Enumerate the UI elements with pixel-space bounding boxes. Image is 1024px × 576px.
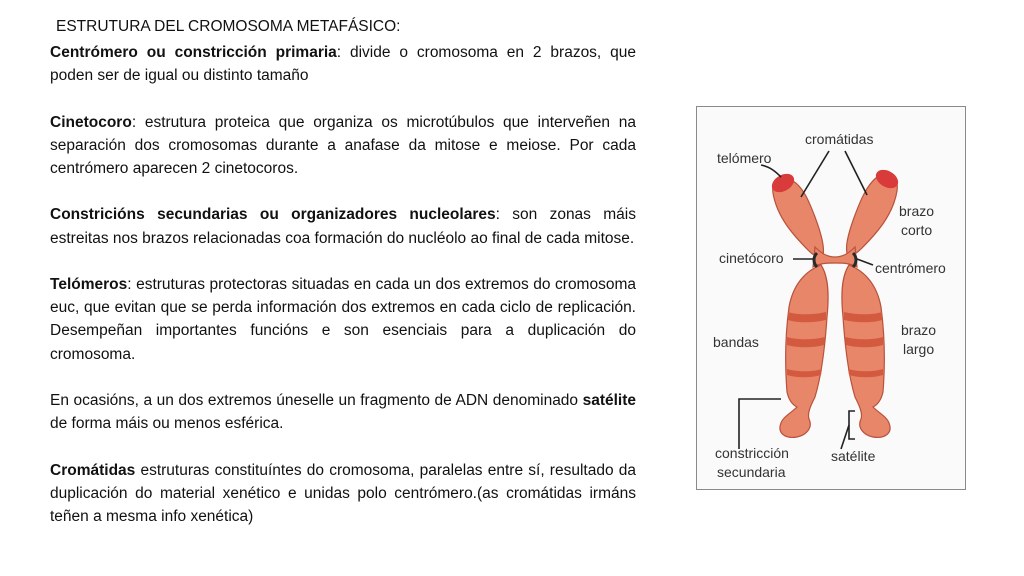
text-centromero: : divide o cromosoma en 2 brazos, que poden ser de igual ou distinto tamaño	[50, 44, 636, 85]
label-constriccion-2: secundaria	[717, 464, 786, 480]
label-centromero: centrómero	[875, 260, 946, 276]
label-cromatidas: cromátidas	[805, 131, 874, 147]
pointer-telomero	[761, 165, 781, 177]
slide-title: ESTRUTURA DEL CROMOSOMA METAFÁSICO:	[56, 18, 401, 35]
paragraph-constricions	[50, 203, 636, 249]
chromosome-diagram	[697, 107, 966, 490]
label-constriccion-1: constricción	[715, 445, 789, 461]
label-brazo-corto-1: brazo	[899, 203, 935, 219]
paragraph-centromero	[50, 41, 636, 87]
term-telomeros: Telómeros	[50, 275, 128, 293]
term-centromero: Centrómero ou constricción primaria	[50, 44, 337, 61]
text-block	[50, 41, 636, 528]
pointer-cromatidas-right	[845, 151, 867, 195]
label-cinetocoro: cinetócoro	[719, 250, 784, 266]
pre-satelite: En ocasións, a un dos extremos úneselle un fragmento de ADN denominado	[50, 391, 583, 409]
lower-left-arm	[780, 265, 828, 437]
pointer-centromero	[857, 259, 873, 265]
term-satelite: satélite	[582, 391, 636, 409]
term-cinetocoro: Cinetocoro	[50, 113, 132, 131]
satellite-bracket	[849, 411, 855, 439]
text-cromatidas: estruturas constituíntes do cromosoma, paralelas entre sí, resultado da duplicación do material xenético e unidas polo centrómero.(as cromátidas irmáns teñen a mesma info xenética)	[50, 461, 636, 525]
label-telomero: telómero	[717, 150, 772, 166]
text-cinetocoro: : estrutura proteica que organiza os microtúbulos que interveñen na separación dos cromosomas durante a anafase da mitose e meiose. Por cada centrómero aparecen 2 cinetocoros.	[50, 113, 636, 177]
label-bandas: bandas	[713, 334, 759, 350]
paragraph-cromatidas	[50, 459, 636, 529]
label-brazo-corto-2: corto	[901, 222, 933, 238]
chromosome-figure	[696, 106, 966, 490]
text-constricions: : son zonas máis estreitas nos brazos relacionadas coa formación do nucléolo ao final de cada mitose.	[50, 206, 636, 247]
term-constricions: Constricións secundarias ou organizadores nucleolares	[50, 206, 496, 224]
label-brazo-largo-1: brazo	[901, 322, 937, 338]
pointer-satelite	[841, 425, 849, 449]
pointer-constriccion	[739, 399, 781, 449]
paragraph-satelite	[50, 389, 636, 435]
label-brazo-largo-2: largo	[903, 341, 935, 357]
text-telomeros: : estruturas protectoras situadas en cada un dos extremos do cromosoma euc, que evitan que se perda información dos extremos en cada ciclo de replicación. Desempeñan importantes funcións e son esenciais para a duplicación do cromosoma.	[50, 275, 636, 363]
paragraph-telomeros	[50, 273, 636, 366]
paragraph-cinetocoro	[50, 111, 636, 181]
text-satelite: de forma máis ou menos esférica.	[50, 415, 284, 433]
label-satelite: satélite	[831, 448, 876, 464]
pointer-cromatidas-left	[801, 151, 829, 197]
term-cromatidas: Cromátidas	[50, 461, 136, 479]
